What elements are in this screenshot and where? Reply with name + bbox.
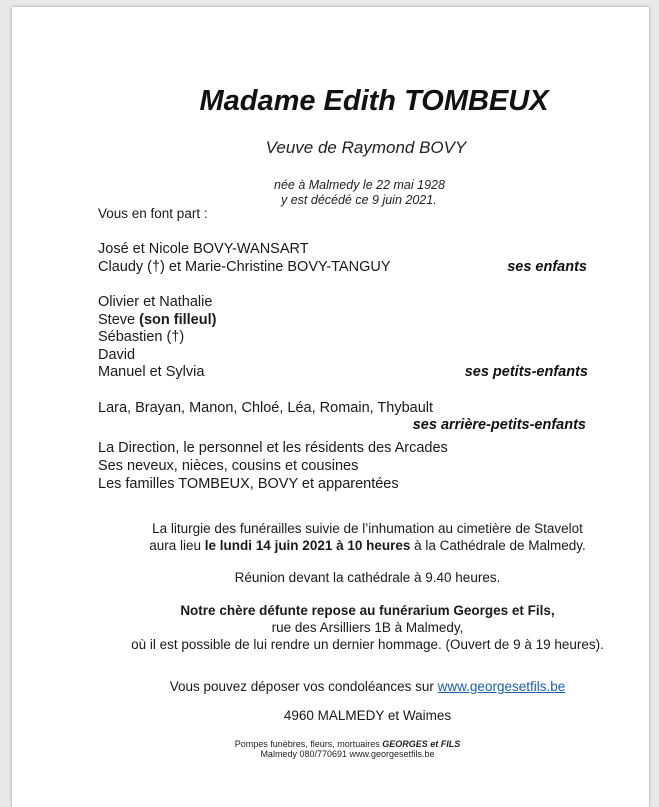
others-line-1: La Direction, le personnel et les résidents des Arcades (98, 440, 448, 456)
rest-line-3: où il est possible de lui rendre un dernier hommage. (Ouvert de 9 à 19 heures). (131, 637, 604, 652)
godson-note: (son filleul) (139, 312, 217, 328)
rest-line-1: Notre chère défunte repose au funérarium Georges et Fils, (180, 603, 555, 618)
others-line-3: Les familles TOMBEUX, BOVY et apparentées (98, 476, 399, 492)
deceased-name: Madame Edith TOMBEUX (199, 85, 549, 117)
footer-line-1 (12, 739, 659, 749)
great-grandchildren-role: ses arrière-petits-enfants (412, 417, 586, 433)
condolences-text: Vous pouvez déposer vos condoléances sur (169, 679, 438, 694)
widow-of-line: Veuve de Raymond BOVY (265, 138, 467, 157)
funeral-date: le lundi 14 juin 2021 à 10 heures (204, 538, 411, 553)
birth-line: née à Malmedy le 22 mai 1928 (274, 178, 445, 192)
others-line-2: Ses neveux, nièces, cousins et cousines (98, 458, 359, 474)
funeral-line-1: La liturgie des funérailles suivie de l’inhumation au cimetière de Stavelot (152, 521, 583, 536)
grandchild-name: Steve (98, 312, 140, 328)
grandchildren-line-2 (98, 312, 216, 328)
great-grandchildren-line: Lara, Brayan, Manon, Chloé, Léa, Romain, Thybault (98, 400, 434, 416)
obituary-page (12, 7, 649, 807)
grandchildren-line-4: David (98, 347, 136, 363)
rest-line-2: rue des Arsilliers 1B à Malmedy, (271, 620, 464, 635)
children-role: ses enfants (507, 259, 587, 275)
meeting-line: Réunion devant la cathédrale à 9.40 heures. (234, 570, 501, 585)
locality-line: 4960 MALMEDY et Waimes (283, 708, 452, 723)
funeral-place: à la Cathédrale de Malmedy. (410, 538, 586, 553)
grandchildren-role: ses petits-enfants (464, 364, 588, 380)
footer-services: Pompes funèbres, fleurs, mortuaires (234, 739, 383, 749)
funeral-date-pre: aura lieu (149, 538, 205, 553)
death-line: y est décédé ce 9 juin 2021. (281, 193, 437, 207)
condolences-link[interactable]: www.georgesetfils.be (437, 679, 566, 694)
funeral-line-2 (12, 538, 659, 553)
grandchildren-line-3: Sébastien (†) (98, 329, 185, 345)
children-line-1: José et Nicole BOVY-WANSART (98, 241, 309, 257)
children-line-2: Claudy (†) et Marie-Christine BOVY-TANGUY (98, 259, 391, 275)
grandchildren-line-1: Olivier et Nathalie (98, 294, 213, 310)
condolences-line (12, 679, 659, 694)
footer-line-2: Malmedy 080/770691 www.georgesetfils.be (260, 749, 435, 759)
grandchildren-line-5: Manuel et Sylvia (98, 364, 205, 380)
announce-line: Vous en font part : (98, 206, 208, 221)
footer-company: GEORGES et FILS (382, 739, 461, 749)
